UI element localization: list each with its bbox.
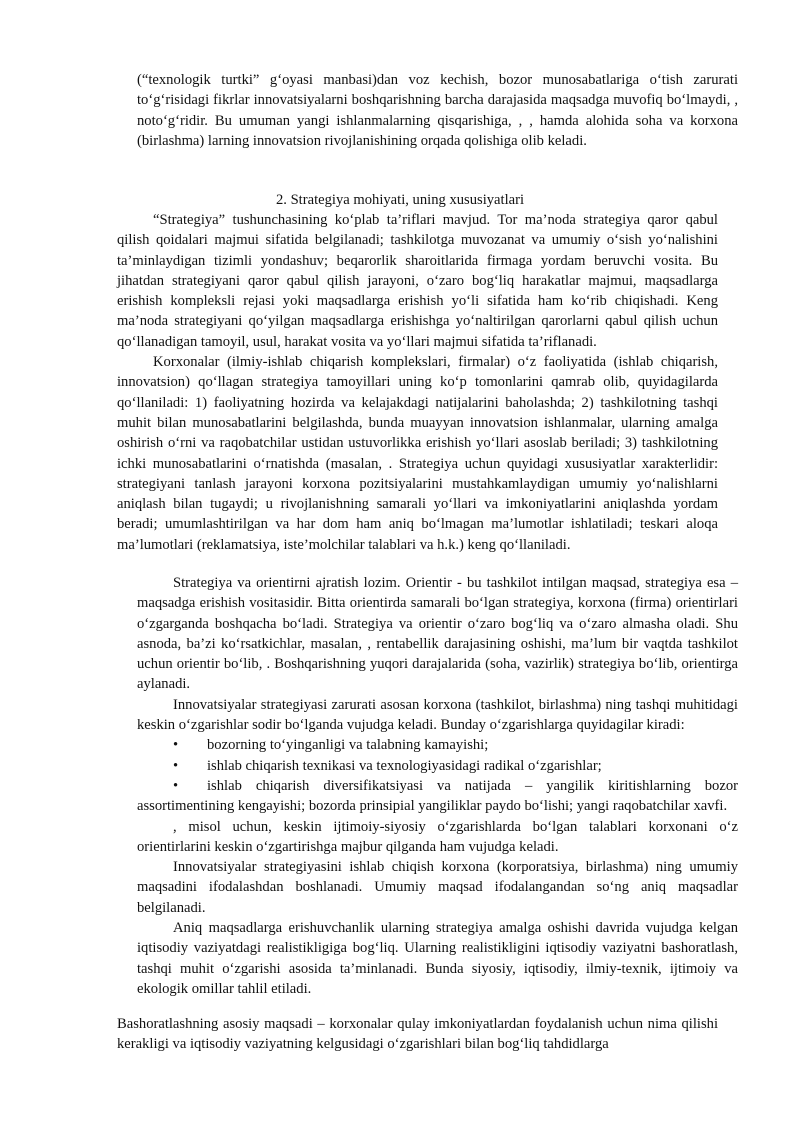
paragraph-strategy-definition — [117, 210, 718, 352]
paragraph-orientir-text: Strategiya va orientirni ajratish lozim. Orientir - bu tashkilot intilgan maqsad, strategiya esa – maqsadga erishish vositasidir. Bitta orientirda samarali bo‘lgan strategiya, korxona (firma) orientirlari o‘zgarganda boshqacha bo‘ladi. Strategiya va orientir o‘zaro bog‘liq va o‘zaro almasha oladi. Shu asnoda, ba’zi ko‘rsatkichlar, masalan, , rentabellik darajasining oshishi, ma’lum bir vaqtda tashkilot uchun orientir bo‘lib, . Boshqarishning yuqori darajalarida (soha, vazirlik) strategiya bo‘lib, orientirga aylanadi. — [137, 575, 738, 693]
list-item-text: bozorning to‘yinganligi va talabning kamayishi; — [207, 737, 489, 754]
paragraph-need — [137, 695, 738, 736]
paragraph-goal — [137, 857, 738, 918]
paragraph-misol-text: , misol uchun, keskin ijtimoiy-siyosiy o‘zgarishlarda bo‘lgan talablari korxonani o‘z orientirlarini keskin o‘zgartirishga majbur qilganda ham vujudga keladi. — [137, 818, 738, 855]
paragraph-realism — [137, 918, 738, 999]
list-item — [137, 756, 738, 776]
paragraph-realism-text: Aniq maqsadlarga erishuvchanlik ularning strategiya amalga oshishi davrida vujudga kelgan iqtisodiy vaziyatdagi realistikligiga bog‘liq. Ularning realistikligini iqtisodiy vaziyatni bashoratlash, tashqi muhit o‘zgarishi asosida ta’minlanadi. Bunda siyosiy, iqtisodiy, ilmiy-texnik, ijtimoiy va ekologik omillar tahlil etiladi. — [137, 920, 738, 997]
list-item-text: ishlab chiqarish texnikasi va texnologiyasidagi radikal o‘zgarishlar; — [207, 757, 602, 774]
paragraph-forecast: Bashoratlashning asosiy maqsadi – korxonalar qulay imkoniyatlardan foydalanish uchun nima qilishi kerakligi va iqtisodiy vaziyatning kelgusidagi o‘zgarishlari bilan bog‘liq tahdidlarga — [117, 1016, 718, 1053]
paragraph-misol — [137, 817, 738, 858]
paragraph-intro: (“texnologik turtki” g‘oyasi manbasi)dan voz kechish, bozor munosabatlariga o‘tish zarurati to‘g‘risidagi fikrlar innovatsiyalarni boshqarishning barcha darajasida maqsadga muvofiq bo‘lmaydi, , noto‘g‘ridir. Bu umuman yangi ishlanmalarning qisqarishiga, , , hamda alohida soha va korxona (birlashma) larning innovatsion rivojlanishining orqada qolishiga olib keladi. — [137, 72, 738, 149]
bullet-icon: • — [173, 777, 179, 794]
paragraph-orientir — [137, 573, 738, 695]
list-item-text: ishlab chiqarish diversifikatsiyasi va natijada – yangilik kiritishlarning bozor assortimentining kengayishi; bozorda prinsipial yangiliklar paydo bo‘lishi; yangi raqobatchilar xavfi. — [137, 777, 738, 815]
section-heading: 2. Strategiya mohiyati, uning xususiyatlari — [275, 192, 525, 208]
paragraph-enterprises — [117, 352, 718, 555]
paragraph-group-orientir — [137, 573, 738, 999]
paragraph-need-text: Innovatsiyalar strategiyasi zarurati asosan korxona (tashkilot, birlashma) ning tashqi muhitidagi keskin o‘zgarishlar sodir bo‘lganda vujudga keladi. Bunday o‘zgarishlarga quyidagilar kiradi: — [137, 696, 738, 734]
list-item — [137, 735, 738, 755]
paragraph-strategy-definition-text: “Strategiya” tushunchasining ko‘plab ta’riflari mavjud. Tor ma’noda strategiya qaror qabul qilish qoidalari majmui sifatida belgilanadi; tashkilotga muvozanat va umumiy o‘sish yo‘nalishini ta’minlaydigan tizimli yondashuv; beqarorlik sharoitlarida firmaga yordam beruvchi vosita. Bu jihatdan strategiyani qaror qabul qilish jarayoni, o‘zaro bog‘liq harakatlar majmui, maqsadlarga erishish kompleksli rejasi yoki maqsadlarga erishish yo‘li sifatida ham ko‘rib chiqishadi. Keng ma’noda strategiyani qo‘yilgan maqsadlarga erishishga yo‘naltirilgan qarorlarni qabul qilish uchun qo‘llanadigan tamoyil, usul, harakat vosita va yo‘llari majmui sifatida ta’riflanadi. — [117, 212, 718, 350]
list-item — [137, 776, 738, 817]
paragraph-goal-text: Innovatsiyalar strategiyasini ishlab chiqish korxona (korporatsiya, birlashma) ning umumiy maqsadini ifodalashdan boshlanadi. Umumiy maqsad ifodalangandan so‘ng aniq maqsadlar belgilanadi. — [137, 859, 738, 916]
paragraph-group-definitions — [117, 210, 718, 555]
paragraph-enterprises-text: Korxonalar (ilmiy-ishlab chiqarish komplekslari, firmalar) o‘z faoliyatida (ishlab chiqarish, innovatsion) qo‘llagan strategiya tamoyillari uning ko‘p tomonlarini qamrab olib, quyidagilarda qo‘llaniladi: 1) faoliyatning hozirda va kelajakdagi natijalarini baholashda; 2) tashkilotning tashqi muhit bilan munosabatlarini belgilashda, bunda muayyan innovatsion ishlanmalar, ularning amalga oshirish o‘rni va raqobatchilar ustidan ustuvorlikka erishish yo‘llari asoslab beriladi; 3) tashkilotning ichki munosabatlarini o‘rnatishda (masalan, . Strategiya uchun quyidagi xususiyatlar xarakterlidir: strategiyani tanlash jarayoni korxona pozitsiyalarini mustahkamlaydigan umumiy yo‘nalishlarni aniqlash bilan tugaydi; u rivojlanishning samarali yo‘llari va imkoniyatlarini aniqlashda yordam beradi; umumlashtirilgan va har dom ham aniq bo‘lmagan ma’lumotlar ishlatiladi; teskari aloqa ma’lumotlari (reklamatsiya, iste’molchilar talablari va h.k.) keng qo‘llaniladi. — [117, 354, 718, 553]
bullet-icon: • — [173, 737, 179, 754]
bullet-icon: • — [173, 757, 179, 774]
